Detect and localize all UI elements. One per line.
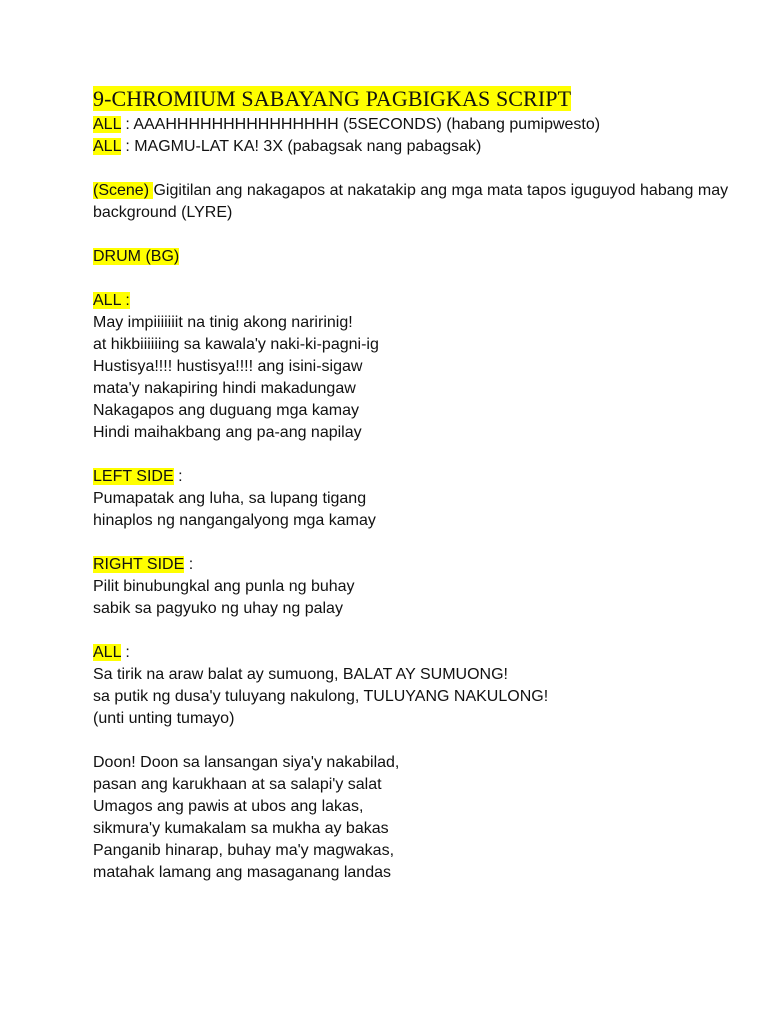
spacer xyxy=(93,444,753,466)
verse-line: May impiiiiiiit na tinig akong naririnig! xyxy=(93,314,353,331)
section-right-heading xyxy=(93,554,753,576)
intro-text: : AAAHHHHHHHHHHHHHHH (5SECONDS) (habang pumipwesto) xyxy=(120,116,601,133)
spacer xyxy=(93,620,753,642)
spacer xyxy=(93,224,753,246)
verse-line: Sa tirik na araw balat ay sumuong, BALAT AY SUMUONG! xyxy=(93,666,508,683)
section-all-heading xyxy=(93,290,753,312)
speaker-label: ALL xyxy=(93,138,121,155)
label-suffix: : xyxy=(173,468,183,485)
label-suffix: : xyxy=(120,644,130,661)
verse-line: Hustisya!!!! hustisya!!!! ang isini-sigaw xyxy=(93,358,363,375)
stage-direction: (unti unting tumayo) xyxy=(93,710,235,727)
intro-line-1 xyxy=(93,114,753,136)
verse-line: sikmura'y kumakalam sa mukha ay bakas xyxy=(93,820,389,837)
scene-label: (Scene) xyxy=(93,182,154,199)
verse-line: Panganib hinarap, buhay ma'y magwakas, xyxy=(93,842,395,859)
document-body xyxy=(93,86,753,884)
speaker-label: ALL : xyxy=(93,292,130,309)
speaker-label: LEFT SIDE xyxy=(93,468,174,485)
verse-line: sa putik ng dusa'y tuluyang nakulong, TULUYANG NAKULONG! xyxy=(93,688,549,705)
speaker-label: ALL xyxy=(93,116,121,133)
verse-line: mata'y nakapiring hindi makadungaw xyxy=(93,380,356,397)
verse-line: Pilit binubungkal ang punla ng buhay xyxy=(93,578,355,595)
label-suffix: : xyxy=(184,556,194,573)
section-left-heading xyxy=(93,466,753,488)
drum-label: DRUM (BG) xyxy=(93,248,180,265)
verse-line: Doon! Doon sa lansangan siya'y nakabilad, xyxy=(93,754,400,771)
spacer xyxy=(93,268,753,290)
verse-line: matahak lamang ang masaganang landas xyxy=(93,864,391,881)
spacer xyxy=(93,158,753,180)
verse-line: sabik sa pagyuko ng uhay ng palay xyxy=(93,600,343,617)
verse-line: at hikbiiiiiing sa kawala'y naki-ki-pagni-ig xyxy=(93,336,379,353)
scene-direction xyxy=(93,180,753,224)
verse-line: Umagos ang pawis at ubos ang lakas, xyxy=(93,798,364,815)
title-highlight: 9-CHROMIUM SABAYANG PAGBIGKAS SCRIPT xyxy=(93,86,572,111)
section-all-heading-2 xyxy=(93,642,753,664)
verse-line: Nakagapos ang duguang mga kamay xyxy=(93,402,359,419)
document-title xyxy=(93,86,753,112)
intro-text: : MAGMU-LAT KA! 3X (pabagsak nang pabagsak) xyxy=(120,138,482,155)
speaker-label: ALL xyxy=(93,644,121,661)
drum-line xyxy=(93,246,753,268)
verse-line: Pumapatak ang luha, sa lupang tigang xyxy=(93,490,367,507)
speaker-label: RIGHT SIDE xyxy=(93,556,185,573)
intro-line-2 xyxy=(93,136,753,158)
spacer xyxy=(93,532,753,554)
spacer xyxy=(93,730,753,752)
verse-line: pasan ang karukhaan at sa salapi'y salat xyxy=(93,776,382,793)
verse-line: Hindi maihakbang ang pa-ang napilay xyxy=(93,424,362,441)
scene-text: Gigitilan ang nakagapos at nakatakip ang mga mata tapos iguguyod habang may background (LYRE) xyxy=(93,182,729,221)
verse-line: hinaplos ng nangangalyong mga kamay xyxy=(93,512,376,529)
